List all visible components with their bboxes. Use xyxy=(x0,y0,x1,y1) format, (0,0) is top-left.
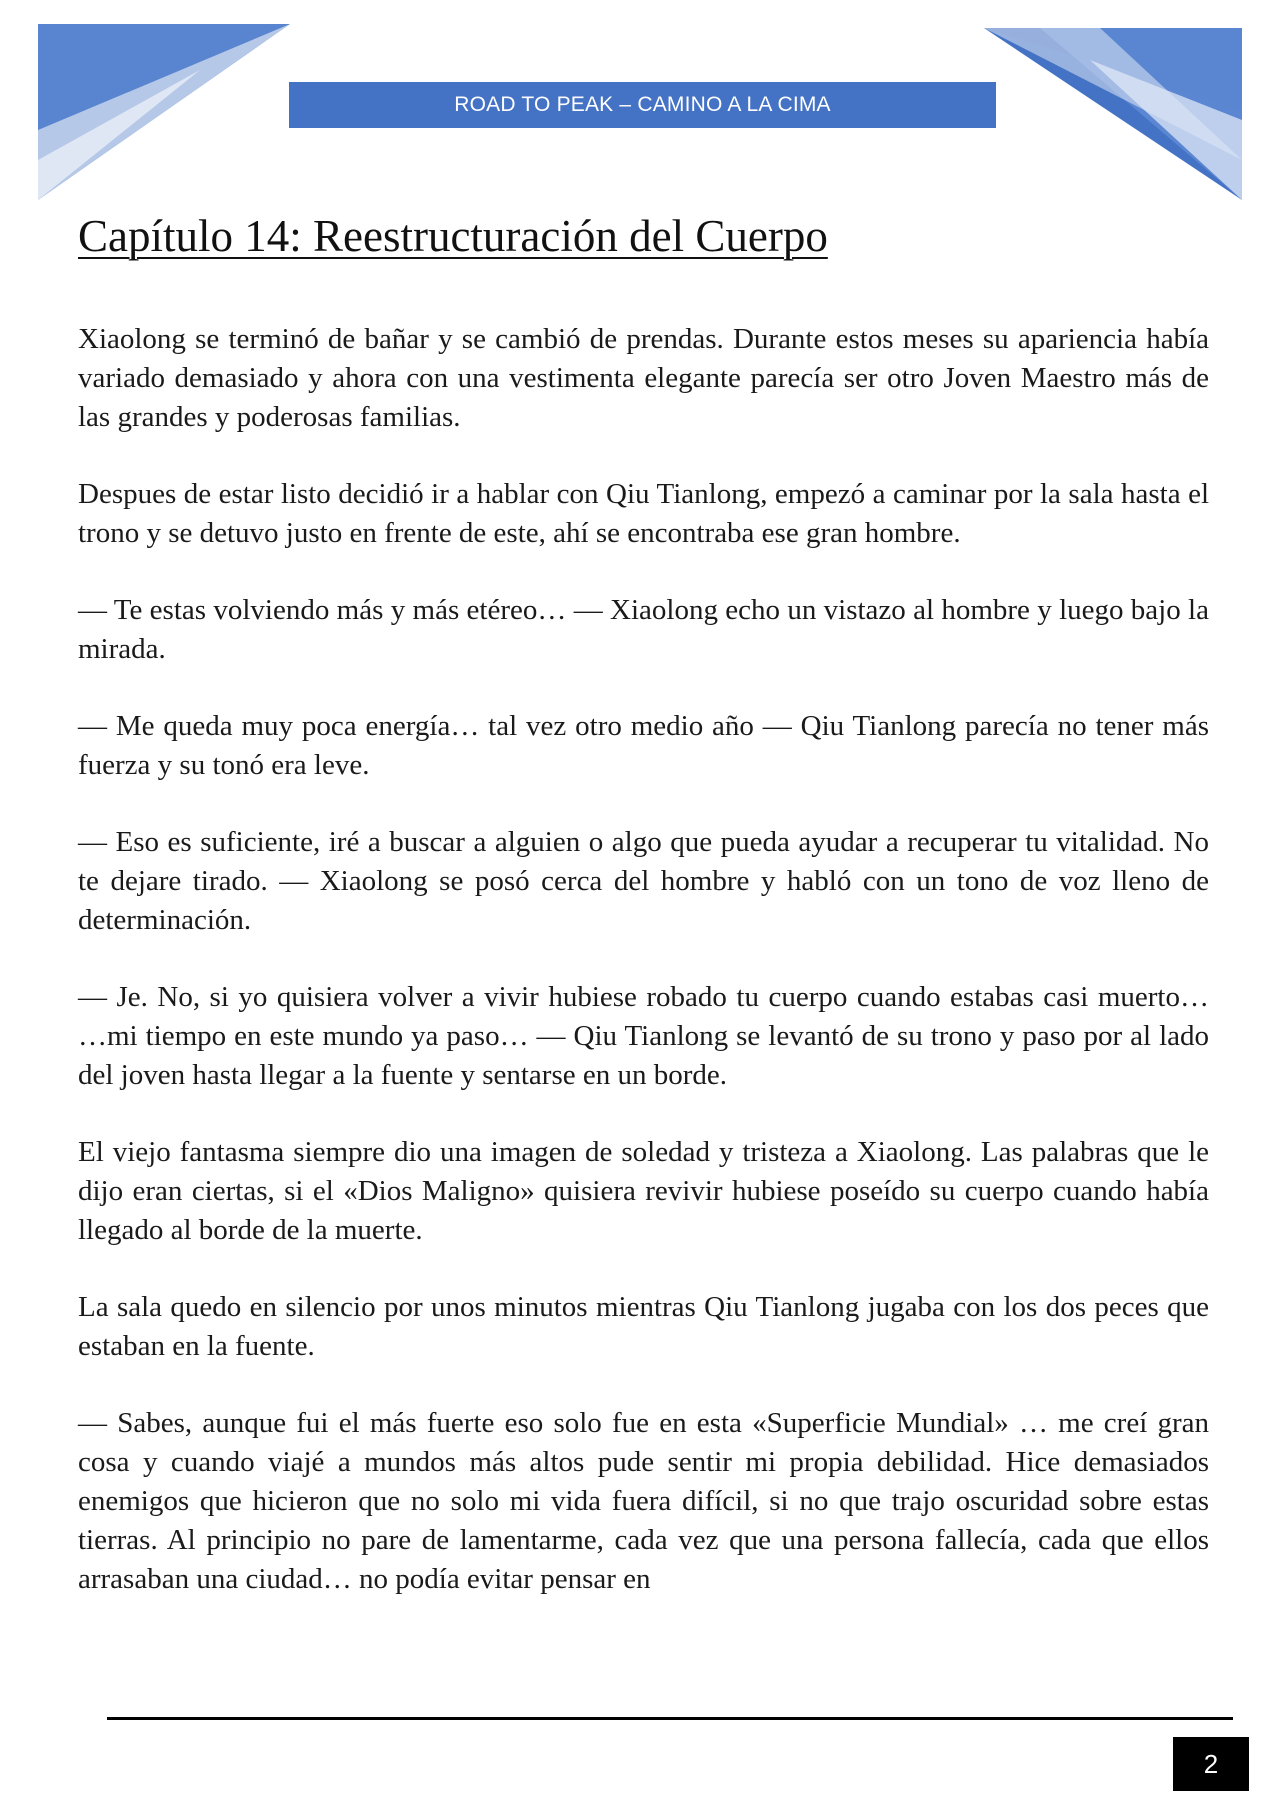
header-banner xyxy=(289,82,996,128)
page-number xyxy=(1173,1737,1249,1791)
footer-divider xyxy=(107,1717,1233,1720)
header-banner-text: ROAD TO PEAK – CAMINO A LA CIMA xyxy=(454,93,831,116)
corner-decoration-right xyxy=(980,0,1280,205)
paragraph: Xiaolong se terminó de bañar y se cambió de prendas. Durante estos meses su apariencia había variado demasiado y ahora con una vestimenta elegante parecía ser otro Joven Maestro más de las grandes y poderosas familias. xyxy=(78,323,1209,433)
paragraph: — Je. No, si yo quisiera volver a vivir hubiese robado tu cuerpo cuando estabas casi muerto… …mi tiempo en este mundo ya paso… — Qiu Tianlong se levantó de su trono y paso por al lado del joven hasta llegar a la fuente y sentarse en un borde. xyxy=(78,981,1209,1091)
paragraph: — Me queda muy poca energía… tal vez otro medio año — Qiu Tianlong parecía no tener más fuerza y su tonó era leve. xyxy=(78,710,1209,781)
chapter-title: Capítulo 14: Reestructuración del Cuerpo xyxy=(78,211,828,261)
page-number-text: 2 xyxy=(1203,1748,1219,1779)
corner-decoration-left xyxy=(0,0,300,205)
paragraph: El viejo fantasma siempre dio una imagen de soledad y tristeza a Xiaolong. Las palabras que le dijo eran ciertas, si el «Dios Maligno» quisiera revivir hubiese poseído su cuerpo cuando había llegado al borde de la muerte. xyxy=(78,1136,1209,1246)
paragraph: Despues de estar listo decidió ir a hablar con Qiu Tianlong, empezó a caminar por la sala hasta el trono y se detuvo justo en frente de este, ahí se encontraba ese gran hombre. xyxy=(78,478,1209,549)
paragraph: — Eso es suficiente, iré a buscar a alguien o algo que pueda ayudar a recuperar tu vitalidad. No te dejare tirado. — Xiaolong se posó cerca del hombre y habló con un tono de voz lleno de determinación. xyxy=(78,826,1209,936)
paragraph: — Sabes, aunque fui el más fuerte eso solo fue en esta «Superficie Mundial» … me creí gran cosa y cuando viajé a mundos más altos pude sentir mi propia debilidad. Hice demasiados enemigos que hicieron que no solo mi vida fuera difícil, si no que trajo oscuridad sobre estas tierras. Al principio no pare de lamentarme, cada vez que una persona fallecía, cada que ellos arrasaban una ciudad… no podía evitar pensar en xyxy=(78,1407,1209,1595)
body-text xyxy=(78,320,1209,1637)
paragraph: La sala quedo en silencio por unos minutos mientras Qiu Tianlong jugaba con los dos peces que estaban en la fuente. xyxy=(78,1291,1209,1362)
paragraph: — Te estas volviendo más y más etéreo… — Xiaolong echo un vistazo al hombre y luego bajo la mirada. xyxy=(78,594,1209,665)
